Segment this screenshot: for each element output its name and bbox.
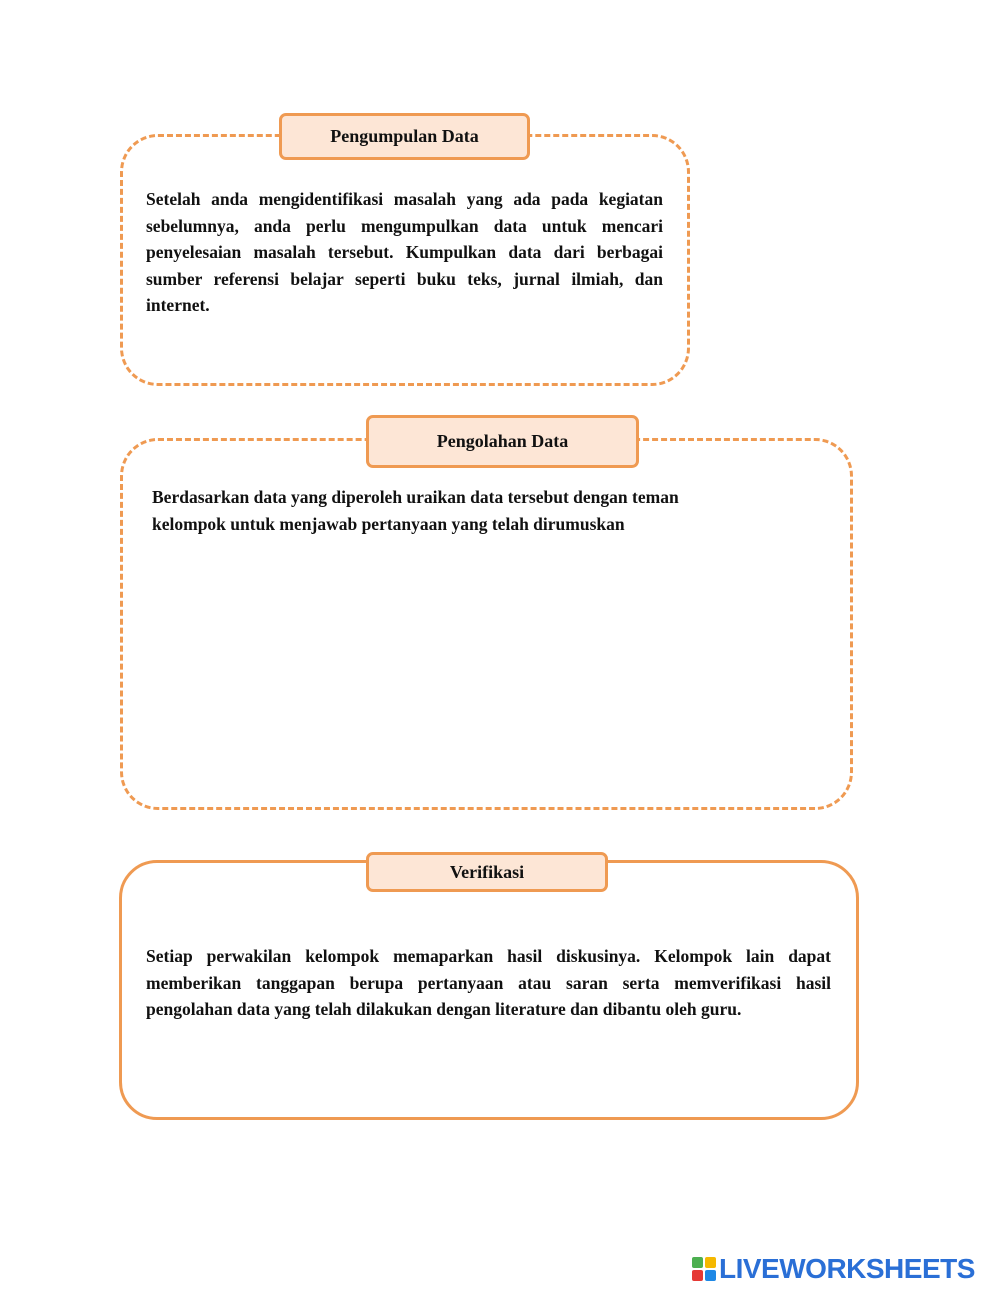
liveworksheets-wordmark: LIVEWORKSHEETS — [719, 1253, 975, 1284]
logo-square-blue — [705, 1270, 716, 1281]
liveworksheets-grid-icon — [692, 1257, 716, 1281]
pengumpulan-data-title: Pengumpulan Data — [279, 113, 530, 160]
pengolahan-data-line-2: kelompok untuk menjawab pertanyaan yang telah dirumuskan — [152, 513, 625, 534]
verifikasi-title: Verifikasi — [366, 852, 608, 892]
logo-square-red — [692, 1270, 703, 1281]
logo-square-yellow — [705, 1257, 716, 1268]
logo-square-green — [692, 1257, 703, 1268]
pengumpulan-data-text: Setelah anda mengidentifikasi masalah yang ada pada kegiatan sebelumnya, anda perlu mengumpulkan data untuk mencari penyelesaian masalah tersebut. Kumpulkan data dari berbagai sumber referensi belajar seperti buku teks, jurnal ilmiah, dan internet. — [146, 189, 663, 315]
pengolahan-data-title: Pengolahan Data — [366, 415, 639, 468]
pengolahan-data-text — [152, 484, 792, 537]
verifikasi-text: Setiap perwakilan kelompok memaparkan hasil diskusinya. Kelompok lain dapat memberikan tanggapan berupa pertanyaan atau saran serta memverifikasi hasil pengolahan data yang telah dilakukan dengan literature dan dibantu oleh guru. — [146, 946, 831, 1019]
pengolahan-data-line-1: Berdasarkan data yang diperoleh uraikan data tersebut dengan teman — [152, 487, 679, 507]
liveworksheets-logo[interactable] — [692, 1253, 975, 1285]
